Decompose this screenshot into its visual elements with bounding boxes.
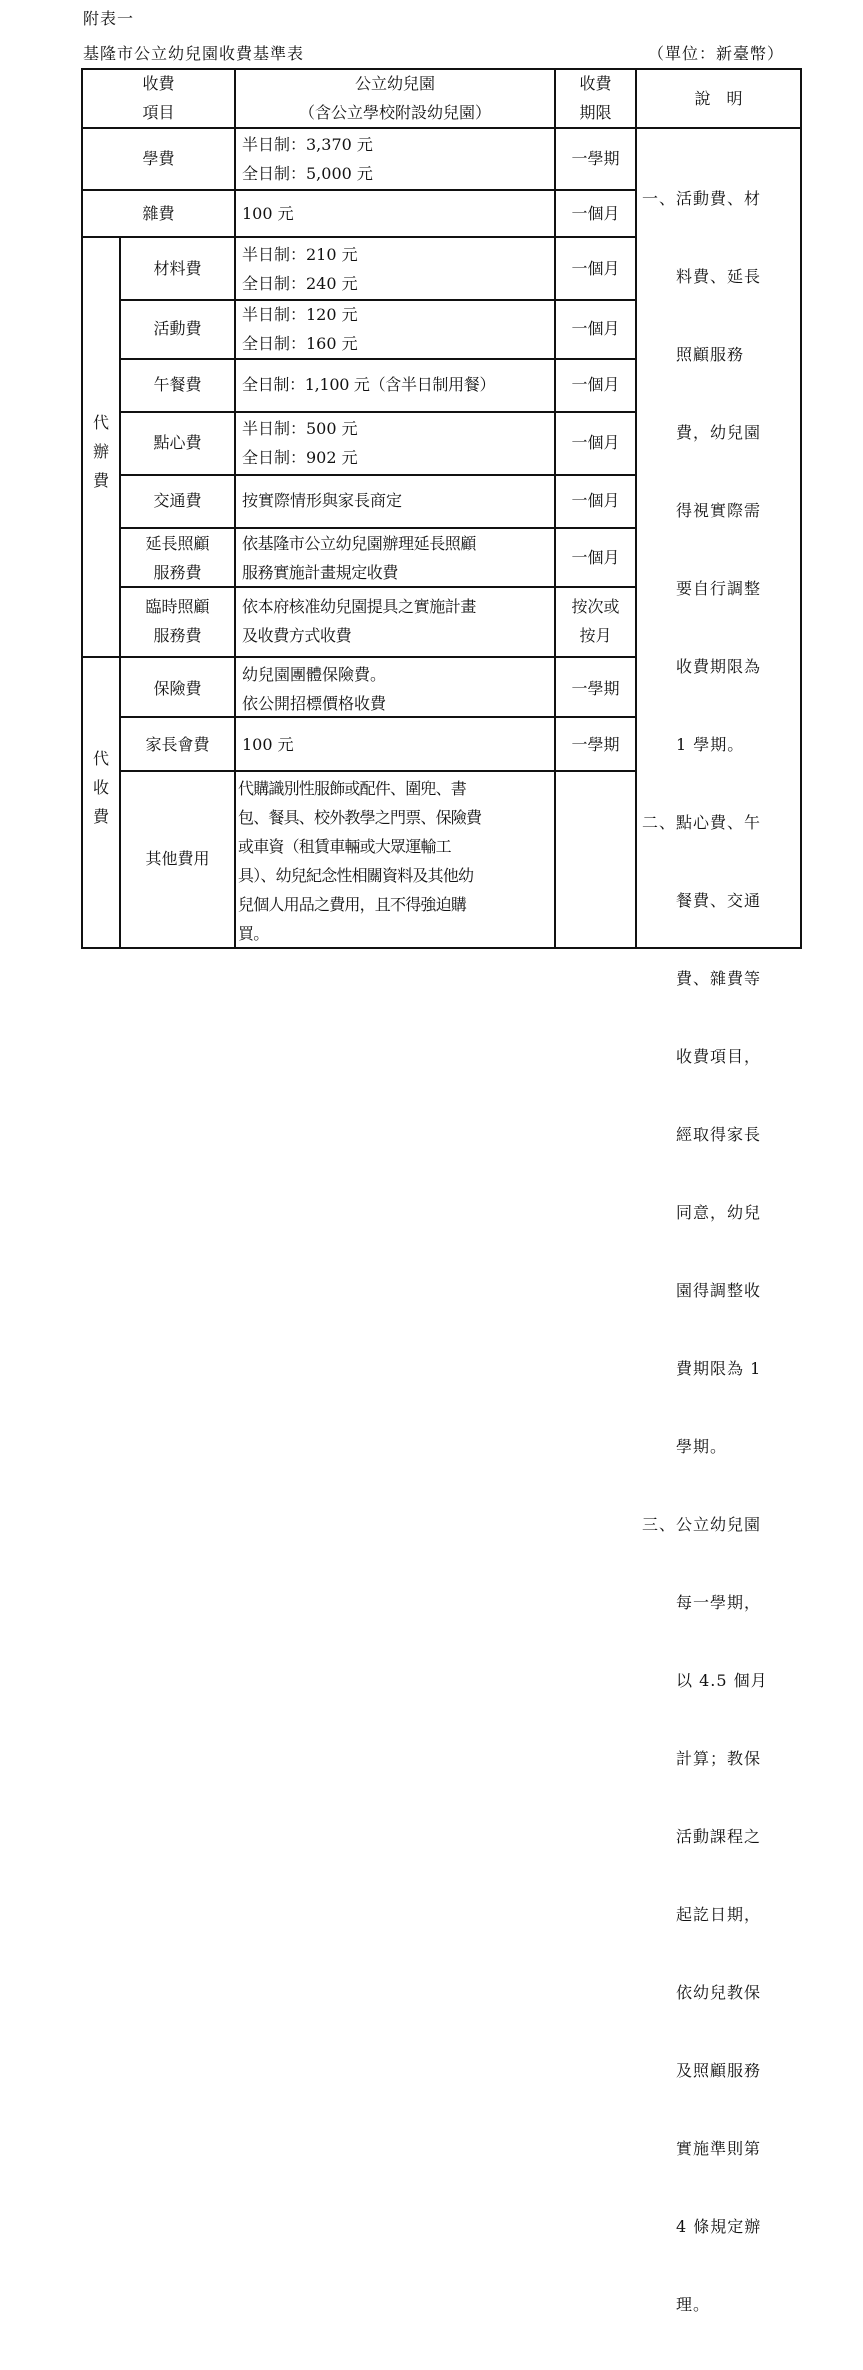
note-line: 學期。 <box>642 1437 728 1456</box>
row-item: 午餐費 <box>153 375 202 394</box>
header-period <box>556 69 635 127</box>
desc-line: 兒個人用品之費用，且不得強迫購 <box>238 895 467 914</box>
notes-column <box>642 134 800 2370</box>
header-school <box>236 69 554 127</box>
header-school-line: 公立幼兒園 <box>354 74 435 93</box>
row-period: 一學期 <box>571 149 620 168</box>
group-char: 費 <box>92 807 109 826</box>
currency-unit: （單位：新臺幣） <box>648 44 785 63</box>
note-line: 三、公立幼兒園 <box>642 1515 762 1534</box>
note-line: 以 4.5 個月 <box>642 1671 768 1690</box>
desc-line: 半日制：3,370 元 <box>242 135 373 154</box>
note-line: 餐費、交通 <box>642 891 762 910</box>
desc-line: 買。 <box>238 924 269 943</box>
row-line <box>119 358 637 360</box>
header-note: 說 明 <box>694 89 743 108</box>
row-item: 活動費 <box>153 319 202 338</box>
note-line: 費、雜費等 <box>642 969 762 988</box>
note-line: 及照顧服務 <box>642 2061 762 2080</box>
note-line: 理。 <box>642 2295 711 2314</box>
header-item <box>83 69 234 127</box>
desc-line: 依本府核准幼兒園提具之實施計畫 <box>242 597 477 616</box>
row-item: 家長會費 <box>145 735 210 754</box>
note-line: 計算；教保 <box>642 1749 762 1768</box>
row-period: 一學期 <box>571 679 620 698</box>
note-line: 照顧服務 <box>642 345 745 364</box>
item-line: 服務費 <box>153 563 202 582</box>
note-line: 收費項目， <box>642 1047 762 1066</box>
note-line: 費，幼兒園 <box>642 423 762 442</box>
row-item: 點心費 <box>153 433 202 452</box>
group-label-daishou <box>90 744 112 831</box>
note-line: 4 條規定辦 <box>642 2217 762 2236</box>
desc-line: 包、餐具、校外教學之門票、保險費 <box>238 808 482 827</box>
note-line: 費期限為 1 <box>642 1359 762 1378</box>
row-item <box>121 529 234 587</box>
note-line: 二、點心費、午 <box>642 813 762 832</box>
row-period: 一個月 <box>571 259 620 278</box>
row-period <box>556 592 635 650</box>
row-desc <box>238 774 554 948</box>
note-line: 依幼兒教保 <box>642 1983 762 2002</box>
item-line: 服務費 <box>153 626 202 645</box>
desc-line: 半日制：500 元 <box>242 419 358 438</box>
note-line: 實施準則第 <box>642 2139 762 2158</box>
period-line: 按月 <box>579 626 612 645</box>
row-period: 一學期 <box>571 735 620 754</box>
desc-line: 全日制：5,000 元 <box>242 164 373 183</box>
row-desc: 按實際情形與家長商定 <box>242 491 403 510</box>
note-line: 收費期限為 <box>642 657 762 676</box>
note-line: 一、活動費、材 <box>642 189 762 208</box>
row-item: 材料費 <box>153 259 202 278</box>
row-line <box>81 189 637 191</box>
group-label-daiban <box>90 408 112 495</box>
table-border-right <box>800 68 802 949</box>
desc-line: 幼兒園團體保險費。 <box>242 665 387 684</box>
desc-line: 依公開招標價格收費 <box>242 694 387 713</box>
annex-label: 附表一 <box>83 9 135 28</box>
period-line: 按次或 <box>571 597 620 616</box>
row-period: 一個月 <box>571 548 620 567</box>
desc-line: 及收費方式收費 <box>242 626 352 645</box>
note-line: 活動課程之 <box>642 1827 762 1846</box>
row-item: 雜費 <box>142 204 175 223</box>
row-period: 一個月 <box>571 204 620 223</box>
header-period-line: 收費 <box>579 74 612 93</box>
desc-line: 依基隆市公立幼兒園辦理延長照顧 <box>242 534 477 553</box>
desc-line: 全日制：902 元 <box>242 448 358 467</box>
row-period: 一個月 <box>571 319 620 338</box>
row-line <box>119 474 637 476</box>
row-line <box>81 127 802 129</box>
divider-period-note <box>635 68 637 949</box>
row-desc <box>242 592 552 650</box>
row-desc <box>242 130 552 188</box>
group-char: 收 <box>92 778 109 797</box>
row-item: 學費 <box>142 149 175 168</box>
row-period: 一個月 <box>571 433 620 452</box>
row-desc <box>242 300 552 358</box>
row-line <box>119 770 637 772</box>
header-item-line: 收費 <box>142 74 175 93</box>
note-line: 要自行調整 <box>642 579 762 598</box>
desc-line: 具）、幼兒紀念性相關資料及其他幼 <box>238 866 474 885</box>
row-line <box>119 411 637 413</box>
fee-table <box>81 68 802 2314</box>
row-desc: 100 元 <box>242 204 294 223</box>
note-line: 1 學期。 <box>642 735 745 754</box>
desc-line: 半日制：210 元 <box>242 245 358 264</box>
row-line <box>81 656 637 658</box>
row-item: 交通費 <box>153 491 202 510</box>
header-period-line: 期限 <box>579 103 612 122</box>
row-line <box>81 236 637 238</box>
row-desc <box>242 240 552 298</box>
row-period: 一個月 <box>571 375 620 394</box>
item-line: 臨時照顧 <box>145 597 210 616</box>
desc-line: 全日制：240 元 <box>242 274 358 293</box>
group-char: 代 <box>92 413 109 432</box>
desc-line: 半日制：120 元 <box>242 305 358 324</box>
desc-line: 或車資（租賃車輛或大眾運輸工 <box>238 837 451 856</box>
row-desc: 全日制：1,100 元（含半日制用餐） <box>242 375 496 394</box>
row-item: 保險費 <box>153 679 202 698</box>
note-line: 同意，幼兒 <box>642 1203 762 1222</box>
note-line: 園得調整收 <box>642 1281 762 1300</box>
row-item <box>121 592 234 650</box>
row-desc <box>242 660 552 718</box>
header-school-line: （含公立學校附設幼兒園） <box>298 103 491 122</box>
desc-line: 服務實施計畫規定收費 <box>242 563 399 582</box>
row-desc: 100 元 <box>242 735 294 754</box>
row-desc <box>242 529 552 587</box>
desc-line: 代購識別性服飾或配件、圍兜、書 <box>238 779 467 798</box>
row-period: 一個月 <box>571 491 620 510</box>
note-line: 經取得家長 <box>642 1125 762 1144</box>
group-char: 辦 <box>92 442 109 461</box>
note-line: 每一學期， <box>642 1593 762 1612</box>
note-line: 料費、延長 <box>642 267 762 286</box>
document-title: 基隆市公立幼兒園收費基準表 <box>83 44 305 63</box>
group-char: 費 <box>92 471 109 490</box>
item-line: 延長照顧 <box>145 534 210 553</box>
row-item: 其他費用 <box>145 849 210 868</box>
header-item-line: 項目 <box>142 103 175 122</box>
group-char: 代 <box>92 749 109 768</box>
row-desc <box>242 414 552 472</box>
note-line: 起訖日期， <box>642 1905 762 1924</box>
divider-item-desc <box>234 68 236 949</box>
note-line: 得視實際需 <box>642 501 762 520</box>
desc-line: 全日制：160 元 <box>242 334 358 353</box>
